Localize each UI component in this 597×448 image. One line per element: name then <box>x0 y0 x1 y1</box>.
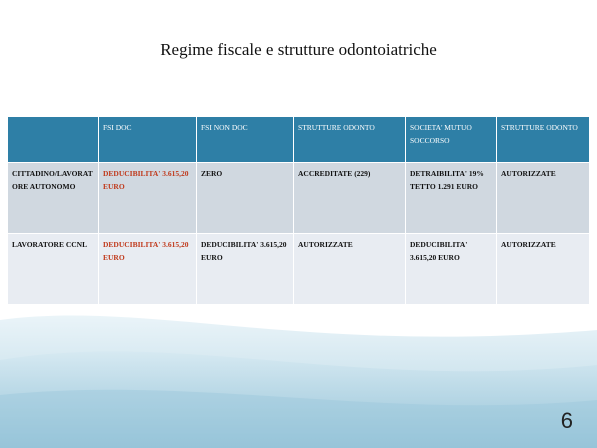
table-cell: DEDUCIBILITA' 3.615,20 EURO <box>99 163 197 234</box>
table-cell: DETRAIBILITA' 19% TETTO 1.291 EURO <box>406 163 497 234</box>
table-header-empty <box>8 117 99 163</box>
table-row-header: LAVORATORE CCNL <box>8 234 99 305</box>
table-cell: DEDUCIBILITA' 3.615,20 EURO <box>197 234 294 305</box>
table-header-strutture-odonto-2: STRUTTURE ODONTO <box>497 117 590 163</box>
table-cell: AUTORIZZATE <box>497 234 590 305</box>
table-row <box>8 163 590 234</box>
table-cell: DEDUCIBILITA' 3.615,20 EURO <box>406 234 497 305</box>
table-cell: AUTORIZZATE <box>497 163 590 234</box>
table-header-row <box>8 117 590 163</box>
table-header-societa-mutuo-soccorso: SOCIETA' MUTUO SOCCORSO <box>406 117 497 163</box>
table-header-strutture-odonto: STRUTTURE ODONTO <box>294 117 406 163</box>
table-row-header: CITTADINO/LAVORATORE AUTONOMO <box>8 163 99 234</box>
table-header-fsi-non-doc: FSI NON DOC <box>197 117 294 163</box>
slide-title: Regime fiscale e strutture odontoiatriche <box>160 40 437 59</box>
table-header-fsi-doc: FSI DOC <box>99 117 197 163</box>
table-cell: ACCREDITATE (229) <box>294 163 406 234</box>
page-number: 6 <box>560 408 573 433</box>
fiscal-regime-table <box>7 116 590 305</box>
table-row <box>8 234 590 305</box>
table-cell: AUTORIZZATE <box>294 234 406 305</box>
table-cell: ZERO <box>197 163 294 234</box>
table-cell: DEDUCIBILITA' 3.615,20 EURO <box>99 234 197 305</box>
